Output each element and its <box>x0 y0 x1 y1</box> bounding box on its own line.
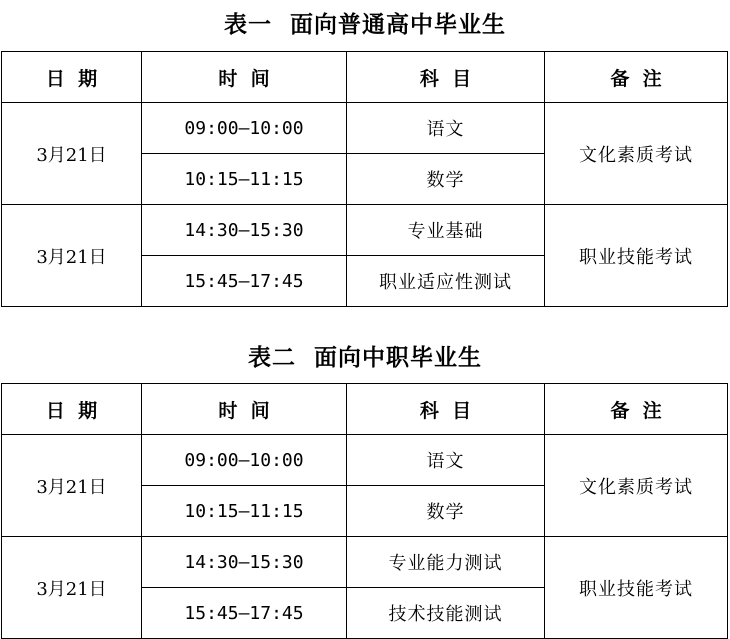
note-cell: 职业技能考试 <box>545 205 728 307</box>
subject-cell: 语文 <box>347 435 545 486</box>
header-note: 备 注 <box>545 52 728 103</box>
table-row <box>2 537 728 588</box>
time-cell: 14:30—15:30 <box>142 205 347 256</box>
header-date: 日 期 <box>2 52 142 103</box>
subject-cell: 数学 <box>347 486 545 537</box>
note-cell: 文化素质考试 <box>545 103 728 205</box>
note-cell: 文化素质考试 <box>545 435 728 537</box>
header-time: 时 间 <box>142 384 347 435</box>
table-2-title: 表二 面向中职毕业生 <box>247 345 482 371</box>
subject-cell: 数学 <box>347 154 545 205</box>
header-date: 日 期 <box>2 384 142 435</box>
time-cell: 14:30—15:30 <box>142 537 347 588</box>
schedule-table-2 <box>1 383 728 639</box>
note-cell: 职业技能考试 <box>545 537 728 639</box>
table-row <box>2 435 728 486</box>
header-time: 时 间 <box>142 52 347 103</box>
table-row <box>2 205 728 256</box>
subject-cell: 技术技能测试 <box>347 588 545 639</box>
date-cell: 3月21日 <box>2 205 142 307</box>
time-cell: 10:15—11:15 <box>142 154 347 205</box>
time-cell: 09:00—10:00 <box>142 435 347 486</box>
date-cell: 3月21日 <box>2 435 142 537</box>
time-cell: 15:45—17:45 <box>142 588 347 639</box>
subject-cell: 专业基础 <box>347 205 545 256</box>
schedule-table-1 <box>1 51 728 307</box>
date-cell: 3月21日 <box>2 103 142 205</box>
time-cell: 09:00—10:00 <box>142 103 347 154</box>
subject-cell: 职业适应性测试 <box>347 256 545 307</box>
subject-cell: 语文 <box>347 103 545 154</box>
header-note: 备 注 <box>545 384 728 435</box>
header-row <box>2 384 728 435</box>
table-row <box>2 103 728 154</box>
table-1-title: 表一 面向普通高中毕业生 <box>223 12 506 38</box>
time-cell: 15:45—17:45 <box>142 256 347 307</box>
date-cell: 3月21日 <box>2 537 142 639</box>
time-cell: 10:15—11:15 <box>142 486 347 537</box>
header-row <box>2 52 728 103</box>
header-subject: 科 目 <box>347 384 545 435</box>
header-subject: 科 目 <box>347 52 545 103</box>
subject-cell: 专业能力测试 <box>347 537 545 588</box>
